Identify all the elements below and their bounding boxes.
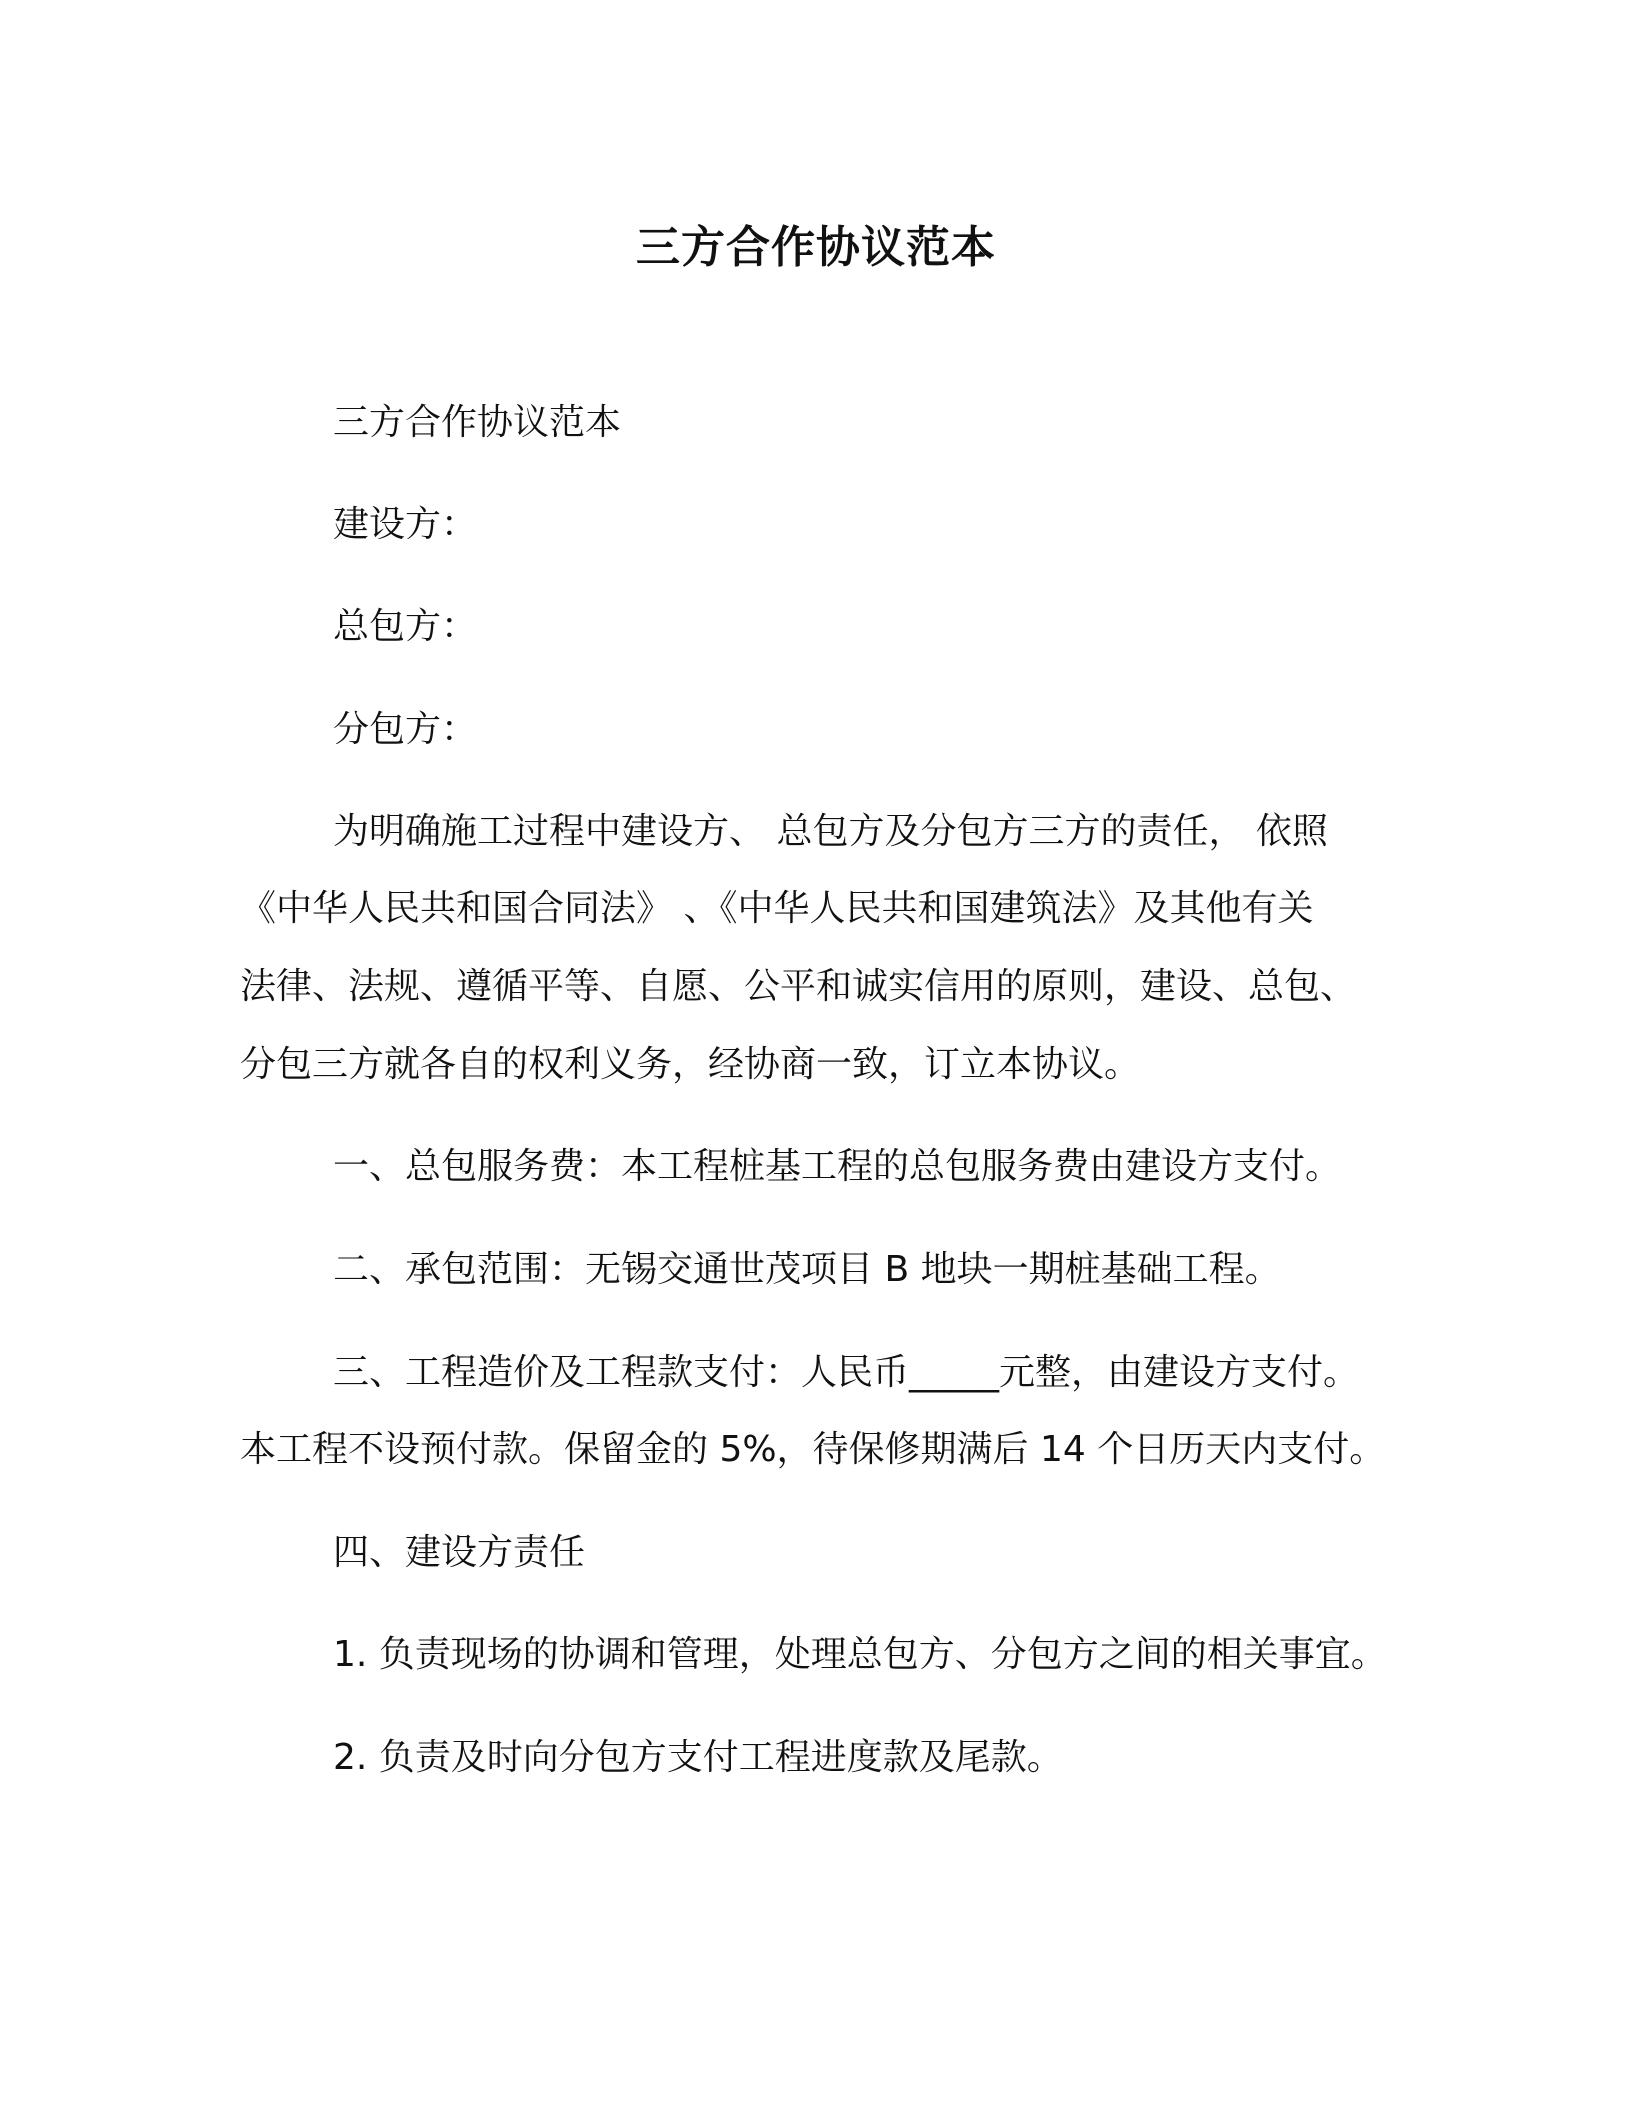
document-subtitle: 三方合作协议范本 <box>333 402 622 443</box>
preamble-line: 为明确施工过程中建设方、 总包方及分包方三方的责任， 依照 <box>333 811 1328 852</box>
preamble-line: 法律、法规、遵循平等、自愿、公平和诚实信用的原则，建设、总包、 <box>240 966 1357 1007</box>
clause-payment-line: 三、工程造价及工程款支付：人民币_____元整，由建设方支付。 <box>333 1352 1360 1393</box>
preamble-line: 《中华人民共和国合同法》 、《中华人民共和国建筑法》及其他有关 <box>240 888 1314 929</box>
responsibility-item: 2. 负责及时向分包方支付工程进度款及尾款。 <box>333 1737 1063 1778</box>
party-general-contractor-label: 总包方： <box>333 606 478 647</box>
preamble-line: 分包三方就各自的权利义务，经协商一致，订立本协议。 <box>240 1044 1141 1085</box>
party-builder-label: 建设方： <box>333 504 478 545</box>
clause-payment-line: 本工程不设预付款。保留金的 5%，待保修期满后 14 个日历天内支付。 <box>240 1429 1386 1470</box>
party-subcontractor-label: 分包方： <box>333 709 478 750</box>
clause-scope: 二、承包范围：无锡交通世茂项目 B 地块一期桩基础工程。 <box>333 1249 1281 1290</box>
responsibility-item: 1. 负责现场的协调和管理，处理总包方、分包方之间的相关事宜。 <box>333 1634 1387 1675</box>
document-title: 三方合作协议范本 <box>636 222 996 273</box>
clause-builder-responsibility-heading: 四、建设方责任 <box>333 1532 586 1573</box>
clause-service-fee: 一、总包服务费：本工程桩基工程的总包服务费由建设方支付。 <box>333 1146 1342 1187</box>
